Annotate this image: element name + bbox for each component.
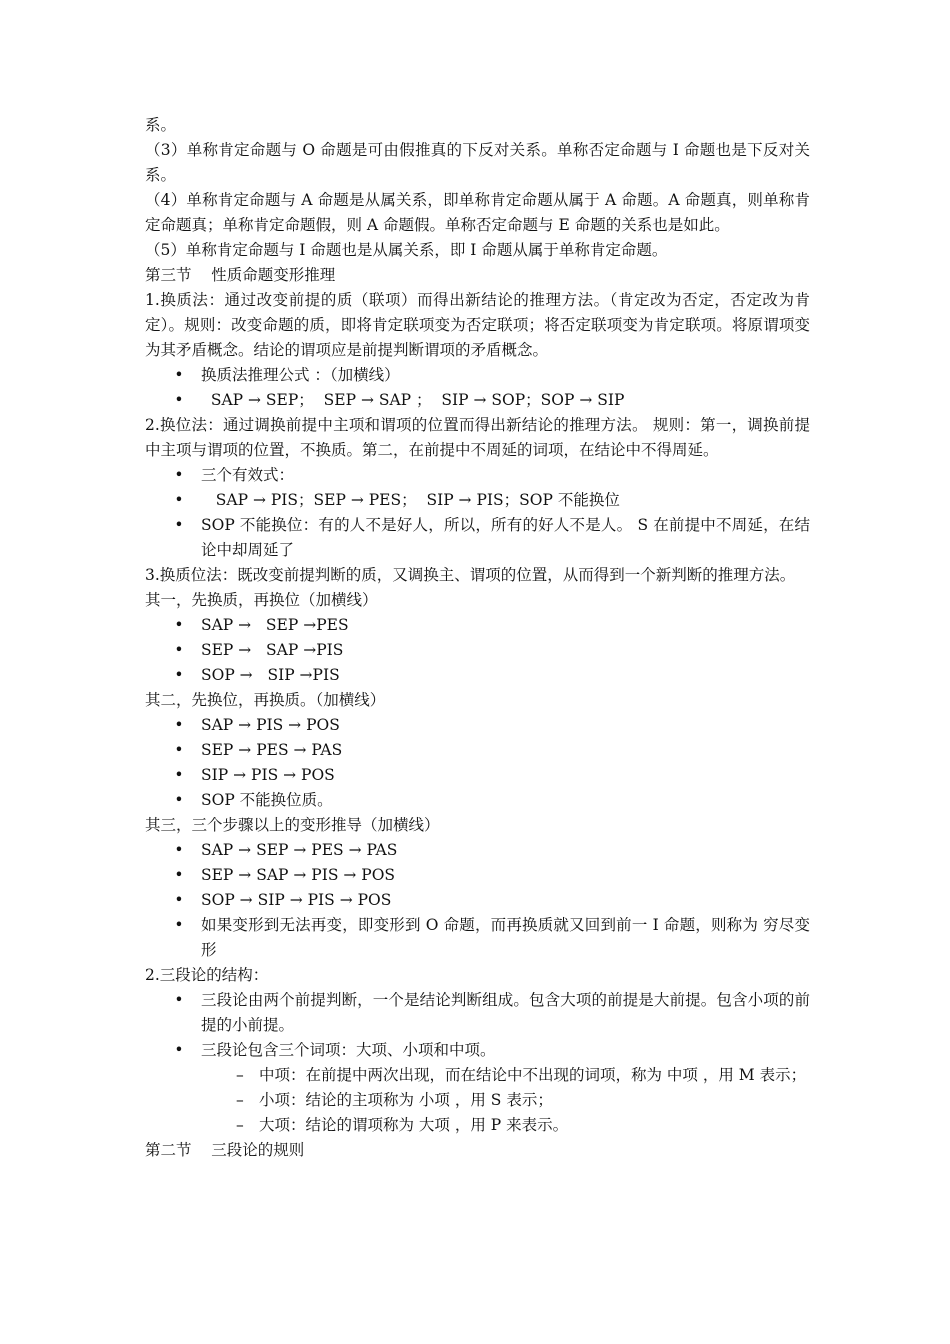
intro-line-1: 系。: [145, 116, 177, 134]
list-item: • SEP → SAP →PIS: [145, 638, 810, 663]
method-one-title: 其一，先换质，再换位（加横线）: [145, 591, 378, 609]
bullet-icon: •: [174, 666, 184, 684]
syllogism-terms-list: [145, 1063, 810, 1138]
list-item: • 换质法推理公式 ：（加横线）: [145, 363, 810, 388]
list-item: • SAP → PIS → POS: [145, 713, 810, 738]
dash-icon: –: [236, 1116, 244, 1134]
list-item: • SAP → PIS；SEP → PES； SIP → PIS；SOP 不能换位: [145, 488, 810, 513]
list-item: • SEP → SAP → PIS → POS: [145, 863, 810, 888]
bullet-icon: •: [174, 841, 184, 859]
list-item: • SAP → SEP； SEP → SAP ； SIP → SOP；SOP → SIP: [145, 388, 810, 413]
intro-line-4: （5）单称肯定命题与 I 命题也是从属关系，即 I 命题从属于单称肯定命题。: [145, 241, 668, 259]
dash-icon: –: [236, 1091, 244, 1109]
list-item: • SEP → PES → PAS: [145, 738, 810, 763]
obverse-conversion-paragraph: 3.换质位法：既改变前提判断的质，又调换主、谓项的位置，从而得到一个新判断的推理方法。: [145, 566, 796, 584]
bullet-icon: •: [174, 466, 184, 484]
bullet-icon: •: [174, 866, 184, 884]
list-item: • 三个有效式：: [145, 463, 810, 488]
list-item: – 中项：在前提中两次出现，而在结论中不出现的词项，称为 中项 ，用 M 表示；: [145, 1063, 810, 1088]
obversion-list: [145, 363, 810, 413]
bullet-icon: •: [174, 641, 184, 659]
method-one-list: [145, 613, 810, 688]
conversion-paragraph: 2.换位法：通过调换前提中主项和谓项的位置而得出新结论的推理方法。 规则：第一，调换前提中主项与谓项的位置，不换质。第二，在前提中不周延的词项，在结论中不得周延。: [145, 416, 810, 459]
bullet-icon: •: [174, 616, 184, 634]
bullet-icon: •: [174, 366, 184, 384]
bullet-icon: •: [174, 391, 184, 409]
list-item: • SOP 不能换位质。: [145, 788, 810, 813]
bullet-icon: •: [174, 491, 184, 509]
list-item: • SIP → PIS → POS: [145, 763, 810, 788]
bullet-icon: •: [174, 741, 184, 759]
bullet-icon: •: [174, 766, 184, 784]
method-two-list: [145, 713, 810, 813]
document-page: [145, 113, 810, 1163]
list-item: – 大项：结论的谓项称为 大项 ，用 P 来表示。: [145, 1113, 810, 1138]
syllogism-list: [145, 988, 810, 1063]
list-item: • SOP → SIP → PIS → POS: [145, 888, 810, 913]
list-item: • SAP → SEP → PES → PAS: [145, 838, 810, 863]
list-item: – 小项：结论的主项称为 小项 ，用 S 表示；: [145, 1088, 810, 1113]
bullet-icon: •: [174, 791, 184, 809]
list-item: • SOP 不能换位：有的人不是好人，所以，所有的好人不是人。 S 在前提中不周延，在结论中却周延了: [145, 513, 810, 563]
list-item: • 三段论由两个前提判断，一个是结论判断组成。包含大项的前提是大前提。包含小项的前提的小前提。: [145, 988, 810, 1038]
bullet-icon: •: [174, 916, 184, 934]
list-item: • SAP → SEP →PES: [145, 613, 810, 638]
obversion-paragraph: 1.换质法：通过改变前提的质（联项）而得出新结论的推理方法。（肯定改为否定，否定改为肯定）。规则：改变命题的质，即将肯定联项变为否定联项；将否定联项变为肯定联项。将原谓项变为其矛盾概念。结论的谓项应是前提判断谓项的矛盾概念。: [145, 291, 810, 359]
section3-title: 第三节 性质命题变形推理: [145, 266, 336, 284]
conversion-list: [145, 463, 810, 563]
list-item: • 如果变形到无法再变，即变形到 O 命题，而再换质就又回到前一 I 命题，则称为 穷尽变形: [145, 913, 810, 963]
bullet-icon: •: [174, 891, 184, 909]
method-two-title: 其二，先换位，再换质。（加横线）: [145, 691, 386, 709]
syllogism-title: 2.三段论的结构：: [145, 966, 269, 984]
method-three-title: 其三，三个步骤以上的变形推导（加横线）: [145, 816, 440, 834]
bullet-icon: •: [174, 991, 184, 1009]
list-item: • SOP → SIP →PIS: [145, 663, 810, 688]
section2-title: 第二节 三段论的规则: [145, 1141, 305, 1159]
dash-icon: –: [236, 1066, 244, 1084]
intro-line-3: （4）单称肯定命题与 A 命题是从属关系，即单称肯定命题从属于 A 命题。A 命题真，则单称肯定命题真；单称肯定命题假，则 A 命题假。单称否定命题与 E 命题的关系也是如此。: [145, 191, 810, 234]
intro-line-2: （3）单称肯定命题与 O 命题是可由假推真的下反对关系。单称否定命题与 I 命题也是下反对关系。: [145, 141, 810, 184]
bullet-icon: •: [174, 516, 184, 534]
method-three-list: [145, 838, 810, 963]
bullet-icon: •: [174, 1041, 184, 1059]
list-item: • 三段论包含三个词项：大项、小项和中项。: [145, 1038, 810, 1063]
bullet-icon: •: [174, 716, 184, 734]
